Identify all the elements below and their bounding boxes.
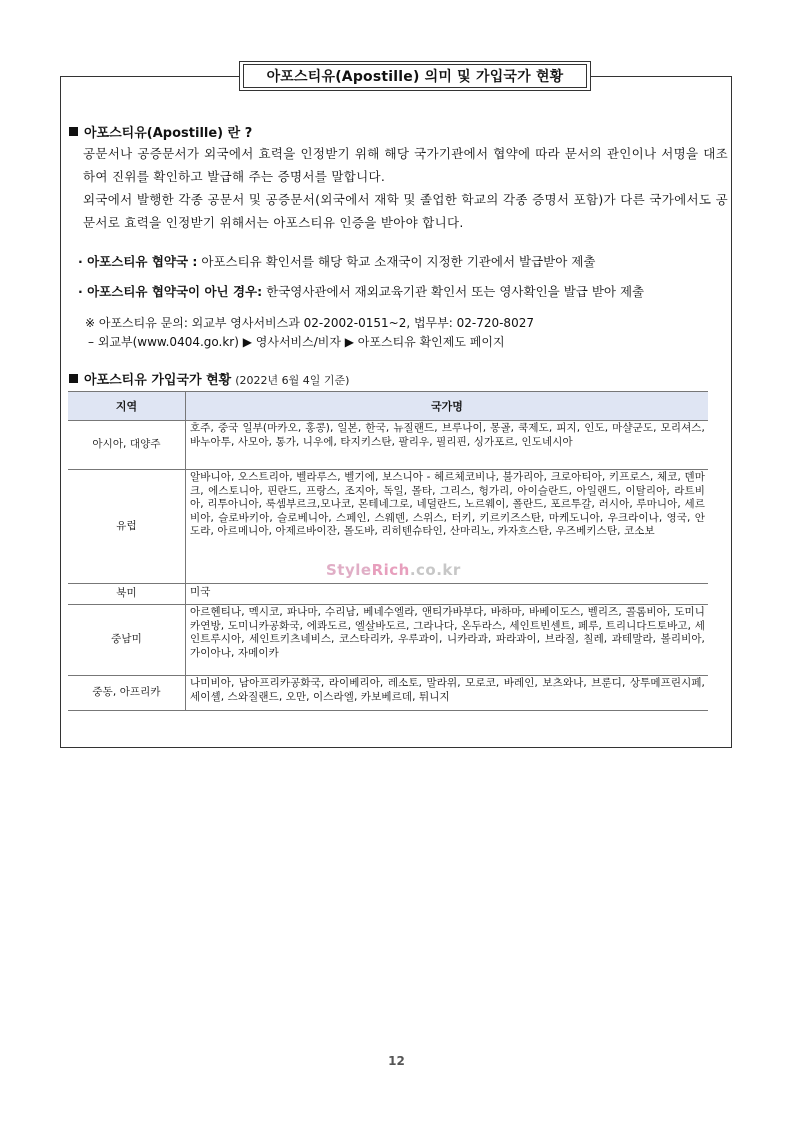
countries-cell: 호주, 중국 일부(마카오, 홍콩), 일본, 한국, 뉴질랜드, 브루나이, 몽골, 쿡제도, 피지, 인도, 마샬군도, 모리셔스, 바누아투, 사모아, 통가, 니우에, 타지키스탄, 팔리우, 필리핀, 싱가포르, 인도네시아 — [186, 421, 709, 470]
section-heading-text: 아포스티유 가입국가 현황 — [84, 373, 232, 388]
definition-paragraph: 공문서나 공증문서가 외국에서 효력을 인정받기 위해 해당 국가기관에서 협약에 따라 문서의 관인이나 서명을 대조하여 진위를 확인하고 발급해 주는 증명서를 말합니다. — [83, 146, 728, 184]
watermark-part: Style — [326, 561, 372, 579]
inquiry-note: ※ 아포스티유 문의: 외교부 영사서비스과 02-2002-0151~2, 법무부: 02-720-8027 — [85, 316, 534, 330]
region-cell: 중동, 아프리카 — [68, 676, 186, 711]
bullet-non-member-text: 한국영사관에서 재외교육기관 확인서 또는 영사확인을 발급 받아 제출 — [262, 284, 645, 299]
bullet-non-member-label: · 아포스티유 협약국이 아닌 경우: — [78, 284, 263, 299]
table-row — [68, 584, 708, 605]
square-bullet-icon — [69, 374, 78, 383]
countries-cell: 아르헨티나, 멕시코, 파나마, 수리남, 베네수엘라, 앤티가바부다, 바하마, 바베이도스, 벨리즈, 콜롬비아, 도미니카연방, 도미니카공화국, 에콰도르, 엘살바도르, 그라나다, 온두라스, 세인트빈센트, 페루, 트리니다드토바고, 세인트루시아, 세인트키츠네비스, 코스타리카, 우루과이, 니카라과, 파라과이, 브라질, 칠레, 과테말라, 볼리비아, 가이아나, 자메이카 — [186, 605, 709, 676]
region-cell: 아시아, 대양주 — [68, 421, 186, 470]
member-country-table — [68, 391, 708, 711]
page-number: 12 — [388, 1054, 405, 1068]
explanation-paragraph: 외국에서 발행한 각종 공문서 및 공증문서(외국에서 재학 및 졸업한 학교의 각종 증명서 포함)가 다른 국가에서도 공문서로 효력을 인정받기 위해서는 아포스티유 인증을 받아야 합니다. — [83, 192, 728, 230]
bullet-member-text: 아포스티유 확인서를 해당 학교 소재국이 지정한 기관에서 발급받아 제출 — [197, 254, 596, 269]
bullet-member-country — [78, 252, 595, 270]
region-cell: 유럽 — [68, 470, 186, 584]
watermark — [326, 561, 461, 579]
table-row — [68, 676, 708, 711]
table-header-row — [68, 392, 708, 421]
bullet-member-label: · 아포스티유 협약국 : — [78, 254, 198, 269]
table-row — [68, 605, 708, 676]
section-heading-text: 아포스티유(Apostille) 란 ? — [84, 126, 253, 141]
region-cell: 북미 — [68, 584, 186, 605]
square-bullet-icon — [69, 127, 78, 136]
page-title: 아포스티유(Apostille) 의미 및 가입국가 현황 — [243, 64, 587, 88]
countries-cell: 나미비아, 남아프리카공화국, 라이베리아, 레소토, 말라위, 모로코, 바레인, 보츠와나, 브룬디, 상투메프린시페, 세이셸, 스와질랜드, 오만, 이스라엘, 카보베르데, 튀니지 — [186, 676, 709, 711]
website-note: – 외교부(www.0404.go.kr) ▶ 영사서비스/비자 ▶ 아포스티유 확인제도 페이지 — [88, 335, 505, 349]
section-heading-apostille — [69, 122, 252, 141]
bullet-non-member-country — [78, 282, 644, 300]
watermark-part: Rich — [371, 561, 410, 579]
section-heading-members — [69, 369, 349, 388]
column-header-countries: 국가명 — [186, 392, 709, 421]
watermark-part: .co.kr — [409, 561, 461, 579]
countries-cell: 알바니아, 오스트리아, 벨라루스, 벨기에, 보스니아 - 헤르체코비나, 불가리아, 크로아티아, 키프로스, 체코, 덴마크, 에스토니아, 핀란드, 프랑스, 조지아, 독일, 몰타, 그리스, 헝가리, 아이슬란드, 아일랜드, 이탈리아, 라트비아, 리투아니아, 룩셈부르크,모나코, 몬테네그로, 네덜란드, 노르웨이, 폴란드, 포르투갈, 러시아, 루마니아, 세르비아, 슬로바키아, 슬로베니아, 스페인, 스웨덴, 스위스, 터키, 키르키즈스탄, 마케도니아, 우크라이나, 영국, 안도라, 아르메니아, 아제르바이잔, 몰도바, 리히텐슈타인, 산마리노, 카자흐스탄, 우즈베키스탄, 코소보 — [186, 470, 709, 584]
column-header-region: 지역 — [68, 392, 186, 421]
reference-date: (2022년 6월 4일 기준) — [235, 374, 350, 387]
region-cell: 중남미 — [68, 605, 186, 676]
countries-cell: 미국 — [186, 584, 709, 605]
table-row — [68, 421, 708, 470]
